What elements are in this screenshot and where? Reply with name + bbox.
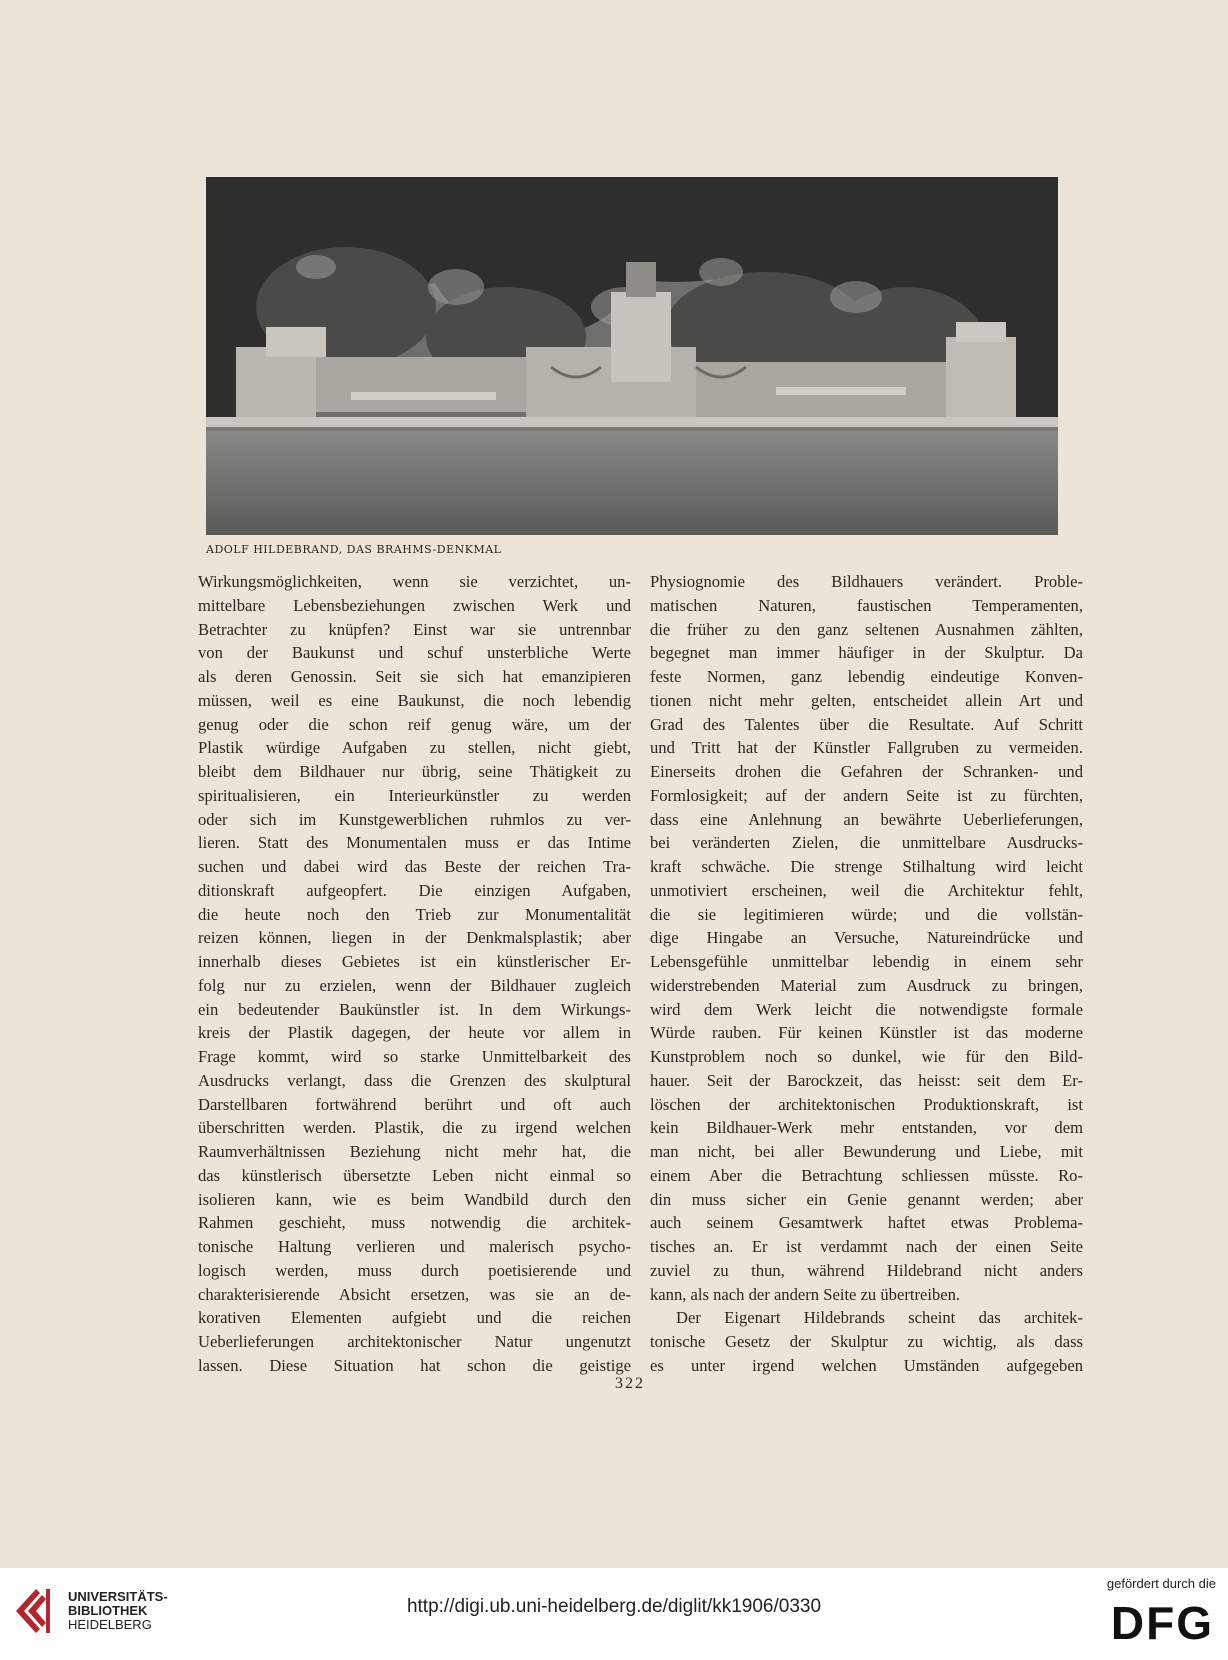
left-column-line: tonische Haltung verlieren und malerisch psycho- bbox=[198, 1237, 631, 1256]
right-column-line: dass eine Anlehnung an bewährte Ueberlieferungen, bbox=[650, 809, 1083, 829]
library-name-line-3: HEIDELBERG bbox=[68, 1617, 152, 1632]
left-column-line: bleibt dem Bildhauer nur übrig, seine Thätigkeit zu bbox=[198, 762, 631, 781]
right-column-line: löschen der architektonischen Produktionskraft, ist bbox=[650, 1094, 1083, 1114]
left-column-line: die heute noch den Trieb zur Monumentalität bbox=[198, 904, 631, 924]
left-column-line: innerhalb dieses Gebietes ist ein künstlerischer Er- bbox=[198, 952, 631, 971]
right-column-line: Einerseits drohen die Gefahren der Schranken- und bbox=[650, 762, 1083, 781]
permalink-url[interactable]: http://digi.ub.uni-heidelberg.de/diglit/kk1906/0330 bbox=[406, 1596, 822, 1617]
right-column-line: feste Normen, ganz lebendig eindeutige Konven- bbox=[650, 667, 1083, 686]
left-column-line: Rahmen geschieht, muss notwendig die architek- bbox=[198, 1213, 631, 1233]
right-column-line: begegnet man immer häufiger in der Skulptur. Da bbox=[650, 643, 1083, 663]
right-column-line: Würde rauben. Für keinen Künstler ist das moderne bbox=[650, 1023, 1083, 1043]
left-column-line: von der Baukunst und schuf unsterbliche Werte bbox=[198, 643, 631, 663]
left-column-line: folg nur zu erzielen, wenn der Bildhauer zugleich bbox=[198, 975, 631, 995]
right-column-line: und Tritt hat der Künstler Fallgruben zu vermeiden. bbox=[650, 738, 1083, 758]
right-column-line: hauer. Seit der Barockzeit, das heisst: seit dem Er- bbox=[650, 1070, 1083, 1090]
right-column-line: tionen nicht mehr gelten, entscheidet allein Art und bbox=[650, 690, 1083, 710]
left-column-line: Raumverhältnissen Beziehung nicht mehr hat, die bbox=[198, 1142, 631, 1161]
right-column-line: auch seinem Gesamtwerk haftet etwas Problema- bbox=[650, 1213, 1083, 1233]
right-column-line: Kunstproblem noch so dunkel, wie für den Bild- bbox=[650, 1047, 1083, 1066]
text-column-right bbox=[650, 570, 1083, 1378]
right-column-line: din muss sicher ein Genie genannt werden; aber bbox=[650, 1189, 1083, 1209]
left-column-line: Wirkungsmöglichkeiten, wenn sie verzichtet, un- bbox=[198, 572, 631, 591]
left-column-line: spiritualisieren, ein Interieurkünstler zu werden bbox=[198, 785, 631, 805]
left-column-line: das künstlerisch übersetzte Leben nicht einmal so bbox=[198, 1165, 631, 1185]
right-column-line: matischen Naturen, faustischen Temperamenten, bbox=[650, 595, 1083, 615]
left-column-line: Frage kommt, wird so starke Unmittelbarkeit des bbox=[198, 1047, 631, 1066]
monument-photograph bbox=[206, 177, 1058, 535]
right-column-line: Physiognomie des Bildhauers verändert. Proble- bbox=[650, 572, 1083, 591]
left-column-line: oder sich im Kunstgewerblichen ruhmlos zu ver- bbox=[198, 809, 631, 829]
right-column-line: tisches an. Er ist verdammt nach der einen Seite bbox=[650, 1237, 1083, 1256]
right-column-line: es unter irgend welchen Umständen aufgegeben bbox=[650, 1355, 1083, 1375]
dfg-logo: DFG bbox=[1110, 1597, 1214, 1649]
left-column-line: kreis der Plastik dagegen, der heute vor allem in bbox=[198, 1023, 631, 1043]
right-column-line: kein Bildhauer-Werk mehr entstanden, vor dem bbox=[650, 1118, 1083, 1138]
library-name-line-2: BIBLIOTHEK bbox=[68, 1603, 148, 1618]
sponsor-label: gefördert durch die bbox=[1106, 1576, 1216, 1591]
left-column-line: als deren Genossin. Seit sie sich hat emanzipieren bbox=[198, 667, 631, 686]
left-column-line: isolieren kann, wie es beim Wandbild durch den bbox=[198, 1189, 631, 1209]
right-column-line: Formlosigkeit; auf der andern Seite ist zu fürchten, bbox=[650, 785, 1083, 805]
left-column-line: korativen Elementen aufgiebt und die reichen bbox=[198, 1308, 631, 1328]
left-column-line: Ueberlieferungen architektonischer Natur ungenutzt bbox=[198, 1332, 631, 1351]
right-column-line: kann, als nach der andern Seite zu übertreiben. bbox=[650, 1284, 961, 1304]
left-column-line: müssen, weil es eine Baukunst, die noch lebendig bbox=[198, 690, 631, 710]
page-number: 322 bbox=[615, 1375, 645, 1392]
left-column-line: ditionskraft aufgeopfert. Die einzigen Aufgaben, bbox=[198, 880, 631, 900]
text-column-left bbox=[198, 570, 631, 1378]
right-column-line: unmotiviert erscheinen, weil die Architektur fehlt, bbox=[650, 880, 1083, 900]
library-name-line-1: UNIVERSITÄTS- bbox=[68, 1589, 168, 1604]
left-column-line: genug oder die schon reif genug wäre, um der bbox=[198, 714, 631, 734]
right-column-line: man nicht, bei aller Bewunderung und Liebe, mit bbox=[650, 1142, 1083, 1161]
right-column-line: einem Aber die Betrachtung schliessen müsste. Ro- bbox=[650, 1165, 1083, 1185]
left-column-line: Plastik würdige Aufgaben zu stellen, nicht giebt, bbox=[198, 738, 631, 758]
right-column-line: Lebensgefühle unmittelbar lebendig in einem sehr bbox=[650, 952, 1083, 971]
left-column-line: lieren. Statt des Monumentalen muss er das Intime bbox=[198, 833, 631, 853]
right-column-line: wird dem Werk leicht die notwendigste formale bbox=[650, 999, 1083, 1019]
digitization-footer bbox=[0, 1568, 1228, 1660]
left-column-line: Darstellbaren fortwährend berührt und oft auch bbox=[198, 1094, 631, 1114]
right-column-line: kraft schwäche. Die strenge Stilhaltung wird leicht bbox=[650, 857, 1083, 876]
left-column-line: Betrachter zu knüpfen? Einst war sie untrennbar bbox=[198, 619, 631, 639]
left-column-line: charakterisierende Absicht ersetzen, was sie an de- bbox=[198, 1284, 631, 1304]
right-column-line: Grad des Talentes über die Resultate. Auf Schritt bbox=[650, 714, 1083, 734]
left-column-line: logisch werden, muss durch poetisierende und bbox=[198, 1260, 631, 1280]
right-column-line: widerstrebenden Material zum Ausdruck zu bringen, bbox=[650, 975, 1083, 995]
left-column-line: überschritten werden. Plastik, die zu irgend welchen bbox=[198, 1118, 631, 1138]
right-column-line: Der Eigenart Hildebrands scheint das architek- bbox=[676, 1308, 1083, 1328]
right-column-line: die früher zu den ganz seltenen Ausnahmen zählten, bbox=[650, 619, 1083, 639]
left-column-line: suchen und dabei wird das Beste der reichen Tra- bbox=[198, 857, 631, 876]
right-column-line: bei veränderten Zielen, die unmittelbare Ausdrucks- bbox=[650, 833, 1083, 853]
right-column-line: zuviel zu thun, während Hildebrand nicht anders bbox=[650, 1260, 1083, 1280]
left-column-line: ein bedeutender Baukünstler ist. In dem Wirkungs- bbox=[198, 999, 631, 1019]
left-column-line: lassen. Diese Situation hat schon die geistige bbox=[198, 1355, 631, 1375]
right-column-line: tonische Gesetz der Skulptur zu wichtig, als dass bbox=[650, 1332, 1083, 1351]
left-column-line: Ausdrucks verlangt, dass die Grenzen des skulptural bbox=[198, 1070, 631, 1090]
left-column-line: mittelbare Lebensbeziehungen zwischen Werk und bbox=[198, 595, 631, 615]
right-column-line: dige Hingabe an Versuche, Natureindrücke und bbox=[650, 928, 1083, 948]
left-column-line: reizen können, liegen in der Denkmalsplastik; aber bbox=[198, 928, 631, 948]
right-column-line: die sie legitimieren würde; und die vollstän- bbox=[650, 904, 1083, 924]
figure-caption: ADOLF HILDEBRAND, DAS BRAHMS-DENKMAL bbox=[206, 543, 502, 556]
